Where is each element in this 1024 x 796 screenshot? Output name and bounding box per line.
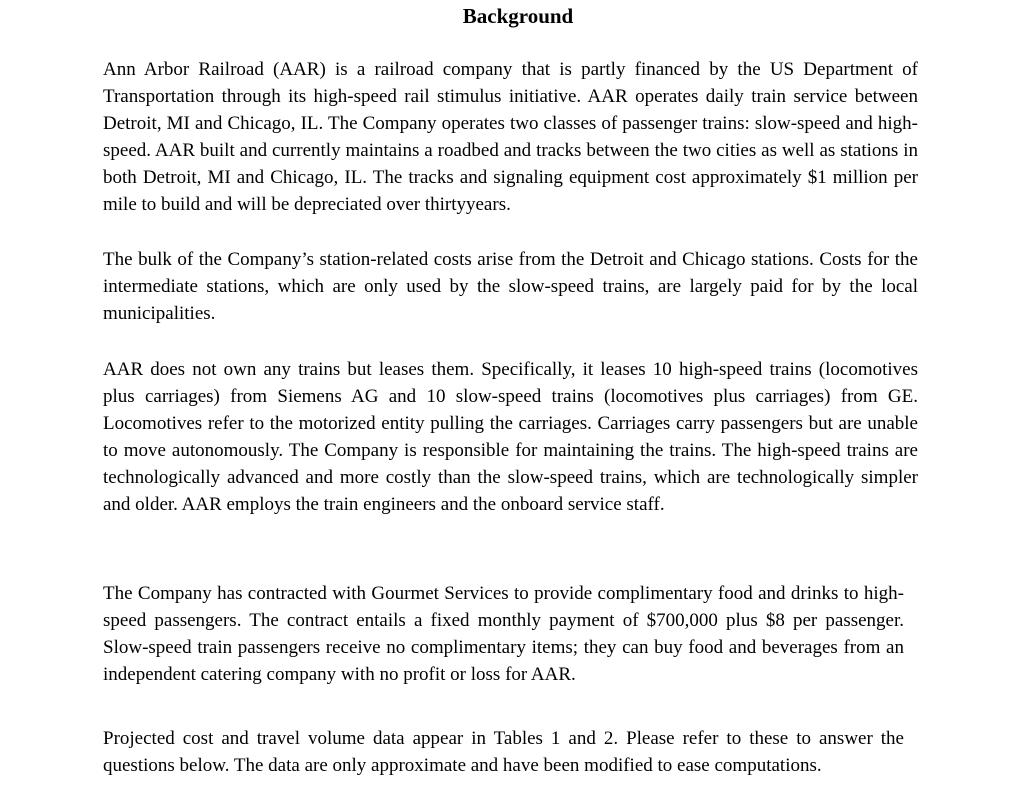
paragraph-tables-reference: Projected cost and travel volume data appear in Tables 1 and 2. Please refer to these to answer the questions below. The data are only approximate and have been modified to ease computations.	[103, 728, 904, 776]
paragraph-station-costs: The bulk of the Company’s station-related costs arise from the Detroit and Chicago stations. Costs for the intermediate stations, which are only used by the slow-speed trains, are largely paid for by the local municipalities.	[103, 249, 918, 324]
paragraph-company-overview: Ann Arbor Railroad (AAR) is a railroad company that is partly financed by the US Department of Transportation through its high-speed rail stimulus initiative. AAR operates daily train service between Detroit, MI and Chicago, IL. The Company operates two classes of passenger trains: slow-speed and high-speed. AAR built and currently maintains a roadbed and tracks between the two cities as well as stations in both Detroit, MI and Chicago, IL. The tracks and signaling equipment cost approximately $1 million per mile to build and will be depreciated over thirtyyears.	[103, 59, 918, 215]
paragraph-train-leasing: AAR does not own any trains but leases them. Specifically, it leases 10 high-speed trains (locomotives plus carriages) from Siemens AG and 10 slow-speed trains (locomotives plus carriages) from GE. Locomotives refer to the motorized entity pulling the carriages. Carriages carry passengers but are unable to move autonomously. The Company is responsible for maintaining the trains. The high-speed trains are technologically advanced and more costly than the slow-speed trains, which are technologically simpler and older. AAR employs the train engineers and the onboard service staff.	[103, 359, 918, 515]
paragraph-catering-contract: The Company has contracted with Gourmet Services to provide complimentary food and drinks to high-speed passengers. The contract entails a fixed monthly payment of $700,000 plus $8 per passenger. Slow-speed train passengers receive no complimentary items; they can buy food and beverages from an independent catering company with no profit or loss for AAR.	[103, 583, 904, 685]
section-heading: Background	[462, 4, 574, 28]
